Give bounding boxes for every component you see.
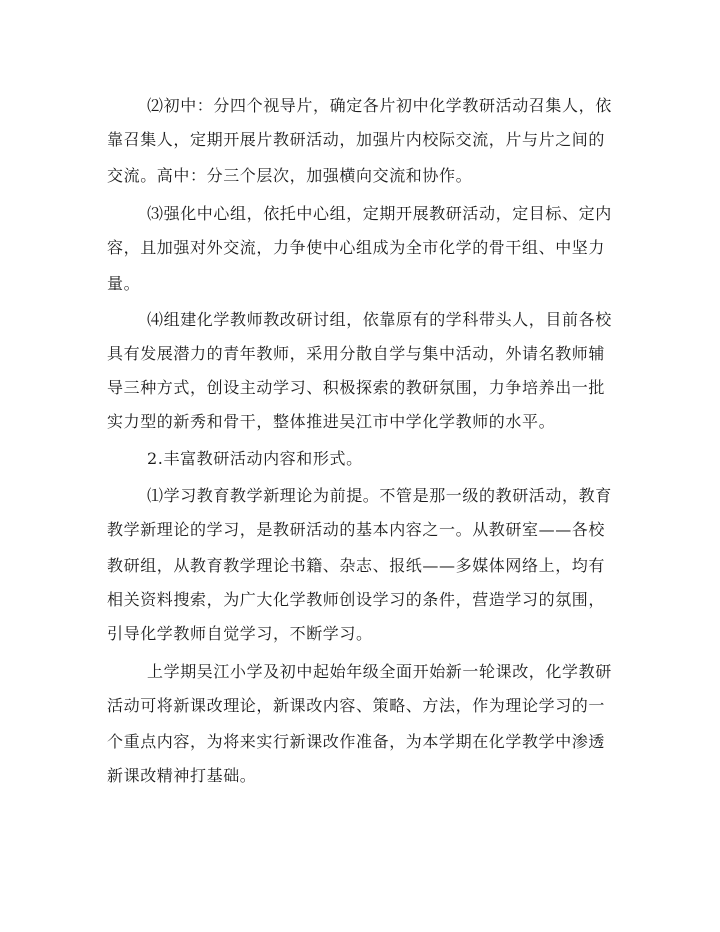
- paragraph-2-line-1: ⑵初中：分四个视导片，确定各片初中化学教研活动召集人，依: [147, 96, 612, 115]
- paragraph-4-line-4: 实力型的新秀和骨干，整体推进吴江市中学化学教师的水平。: [107, 412, 556, 431]
- paragraph-2-line-3: 交流。高中：分三个层次，加强横向交流和协作。: [107, 166, 473, 185]
- section-heading-2: 2.丰富教研活动内容和形式。: [147, 449, 363, 468]
- paragraph-6-line-4: 新课改精神打基础。: [107, 766, 257, 785]
- paragraph-5-line-5: 引导化学教师自觉学习，不断学习。: [107, 624, 373, 643]
- paragraph-5-line-3: 教研组，从教育教学理论书籍、杂志、报纸——多媒体网络上，均有: [107, 556, 606, 575]
- paragraph-5-line-2: 教学新理论的学习，是教研活动的基本内容之一。从教研室——各校: [107, 520, 606, 539]
- paragraph-4-line-1: ⑷组建化学教师教改研讨组，依靠原有的学科带头人，目前各校: [147, 310, 612, 329]
- paragraph-5-line-1: ⑴学习教育教学新理论为前提。不管是那一级的教研活动，教育: [147, 486, 612, 505]
- paragraph-3-line-1: ⑶强化中心组，依托中心组，定期开展教研活动，定目标、定内: [147, 204, 612, 223]
- paragraph-4-line-3: 导三种方式，创设主动学习、积极探索的教研氛围，力争培养出一批: [107, 378, 606, 397]
- paragraph-2-line-2: 靠召集人，定期开展片教研活动，加强片内校际交流，片与片之间的: [107, 130, 606, 149]
- paragraph-5-line-4: 相关资料搜索，为广大化学教师创设学习的条件，营造学习的氛围，: [107, 590, 606, 609]
- paragraph-6-line-2: 活动可将新课改理论，新课改内容、策略、方法，作为理论学习的一: [107, 696, 606, 715]
- paragraph-3-line-2: 容，且加强对外交流，力争使中心组成为全市化学的骨干组、中坚力: [107, 238, 606, 257]
- paragraph-6-line-3: 个重点内容，为将来实行新课改作准备，为本学期在化学教学中渗透: [107, 732, 606, 751]
- paragraph-3-line-3: 量。: [107, 274, 141, 293]
- paragraph-4-line-2: 具有发展潜力的青年教师，采用分散自学与集中活动，外请名教师辅: [107, 344, 606, 363]
- paragraph-6-line-1: 上学期吴江小学及初中起始年级全面开始新一轮课改，化学教研: [147, 662, 612, 681]
